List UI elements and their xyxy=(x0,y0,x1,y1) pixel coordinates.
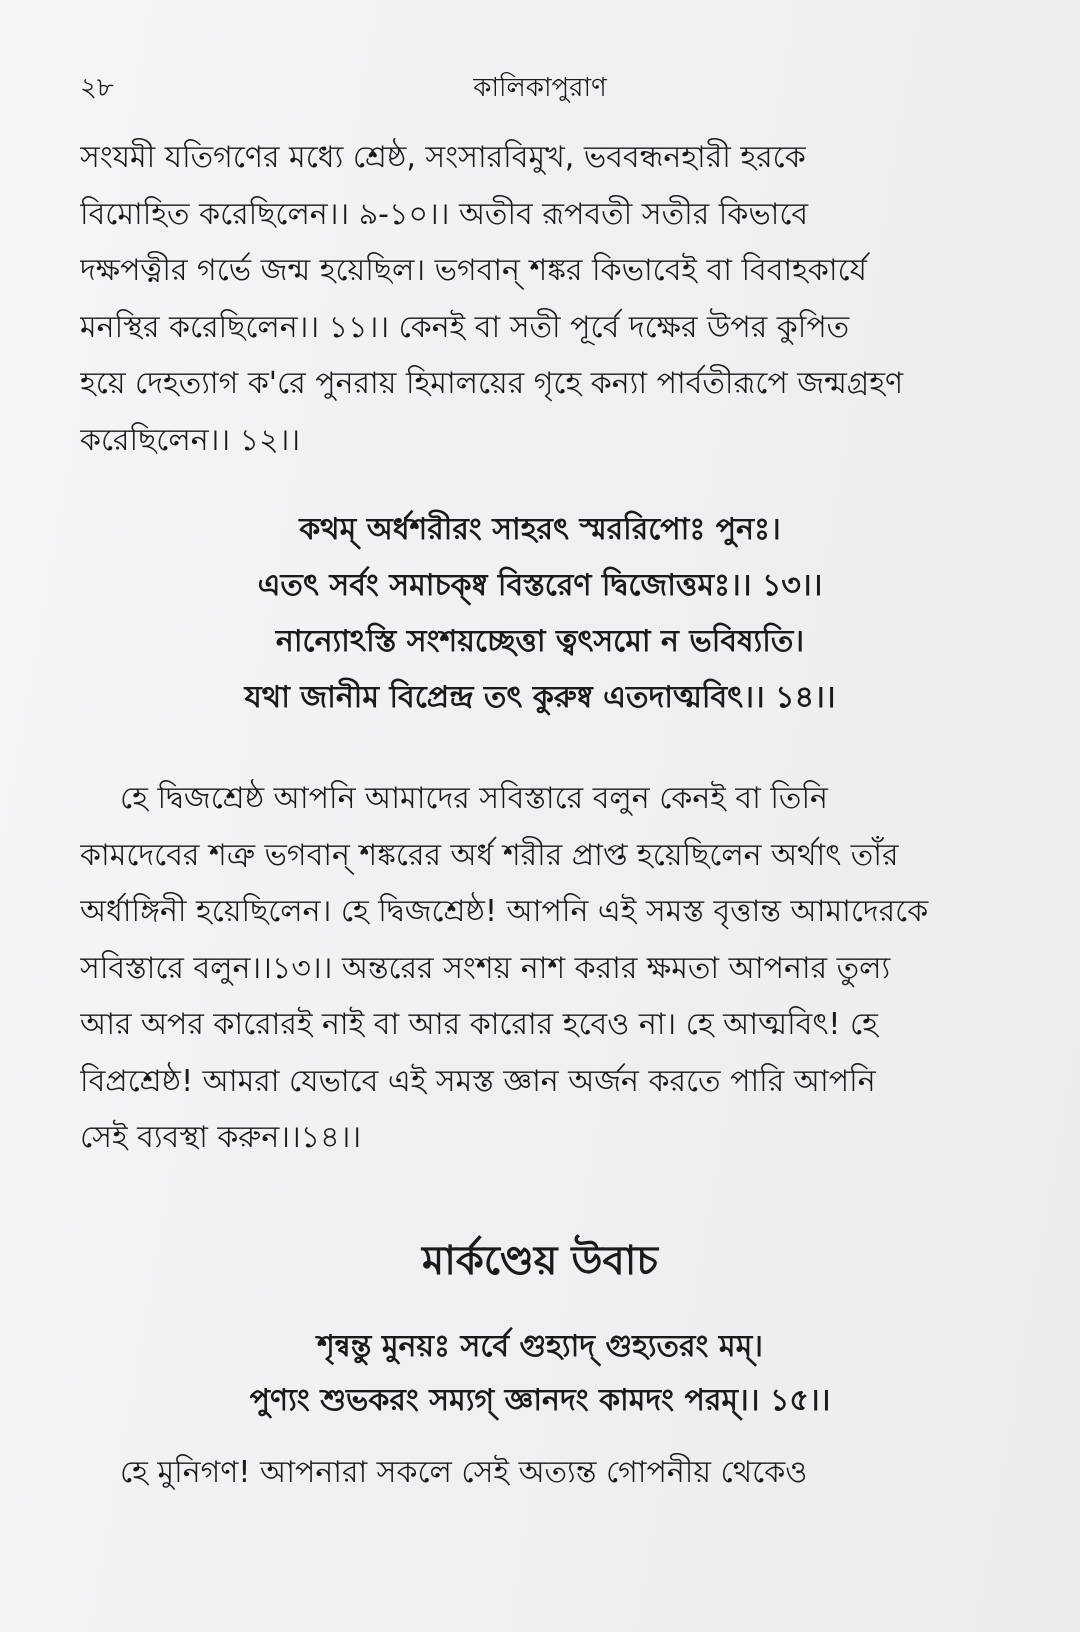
page-number: ২৮ xyxy=(80,73,114,103)
text-line: করেছিলেন।। ১২।। xyxy=(80,422,301,458)
sanskrit-verse-13-14 xyxy=(80,502,1000,726)
paragraph-1 xyxy=(80,130,1000,469)
text-line: কামদেবের শত্রু ভগবান্ শঙ্করের অর্ধ শরীর প্রাপ্ত হয়েছিলেন অর্থাৎ তাঁর xyxy=(80,837,899,873)
text-line: হে মুনিগণ! আপনারা সকলে সেই অত্যন্ত গোপনীয় থেকেও xyxy=(120,1455,808,1490)
paragraph-2 xyxy=(80,771,1000,1167)
text-line: সেই ব্যবস্থা করুন।।১৪।। xyxy=(80,1120,362,1155)
text-line: আর অপর কারোরই নাই বা আর কারোর হবেও না। হে আত্মবিৎ! হে xyxy=(80,1007,878,1042)
paragraph-3 xyxy=(80,1445,1000,1502)
text-line: সংযমী যতিগণের মধ্যে শ্রেষ্ঠ, সংসারবিমুখ, ভববন্ধনহারী হরকে xyxy=(80,140,806,175)
verse-line: এতৎ সর্বং সমাচক্ষ্ব বিস্তরেণ দ্বিজোত্তমঃ।। ১৩।। xyxy=(257,568,823,603)
page-header xyxy=(80,70,1000,110)
running-title: কালিকাপুরাণ xyxy=(473,73,607,103)
text-line: দক্ষপত্নীর গর্ভে জন্ম হয়েছিল। ভগবান্ শঙ্কর কিভাবেই বা বিবাহকার্যে xyxy=(80,253,867,288)
verse-line: যথা জানীম বিপ্রেন্দ্র তৎ কুরুষ্ব এতদাত্মবিৎ।। ১৪।। xyxy=(244,680,836,715)
verse-line: শৃন্বন্তু মুনয়ঃ সর্বে গুহ্যাদ্ গুহ্যতরং মম্। xyxy=(317,1329,763,1364)
sanskrit-verse-15 xyxy=(80,1320,1000,1428)
text-line: সবিস্তারে বলুন।।১৩।। অন্তরের সংশয় নাশ করার ক্ষমতা আপনার তুল্য xyxy=(80,950,891,986)
text-line: বিমোহিত করেছিলেন।। ৯-১০।। অতীব রূপবতী সতীর কিভাবে xyxy=(80,196,809,232)
text-line: হে দ্বিজশ্রেষ্ঠ আপনি আমাদের সবিস্তারে বলুন কেনই বা তিনি xyxy=(120,781,828,816)
verse-line: পুণ্যং শুভকরং সম্যগ্ জ্ঞানদং কামদং পরম্।। ১৫।। xyxy=(249,1383,831,1418)
text-line: বিপ্রশ্রেষ্ঠ! আমরা যেভাবে এই সমস্ত জ্ঞান অর্জন করতে পারি আপনি xyxy=(80,1063,876,1099)
text-line: অর্ধাঙ্গিনী হয়েছিলেন। হে দ্বিজশ্রেষ্ঠ! আপনি এই সমস্ত বৃত্তান্ত আমাদেরকে xyxy=(80,894,929,929)
verse-line: নান্যোঽস্তি সংশয়চ্ছেত্তা ত্বৎসমো ন ভবিষ্যতি। xyxy=(275,624,805,659)
section-heading: মার্কণ্ডেয় উবাচ xyxy=(422,1238,658,1284)
text-line: হয়ে দেহত্যাগ ক'রে পুনরায় হিমালয়ের গৃহে কন্যা পার্বতীরূপে জন্মগ্রহণ xyxy=(80,366,904,401)
verse-line: কথম্ অর্ধশরীরং সাহরৎ স্মররিপোঃ পুনঃ। xyxy=(299,512,781,547)
text-line: মনস্থির করেছিলেন।। ১১।। কেনই বা সতী পূর্বে দক্ষের উপর কুপিত xyxy=(80,309,850,345)
